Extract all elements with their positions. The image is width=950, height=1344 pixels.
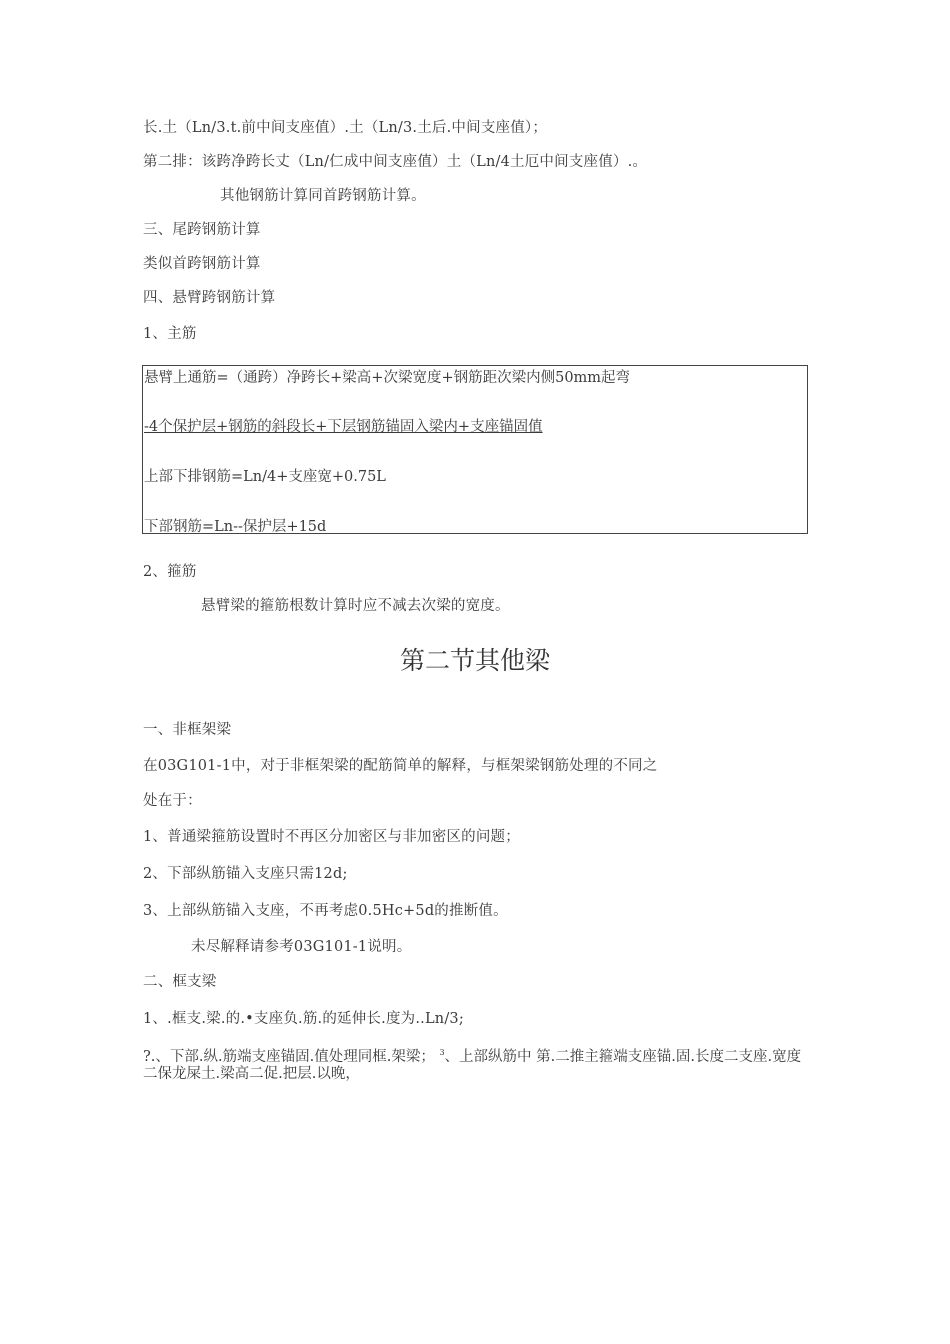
text-line: 类似首跨钢筋计算 [143, 256, 261, 272]
formula-box [142, 365, 808, 534]
text-line: 其他钢筋计算同首跨钢筋计算。 [220, 188, 426, 204]
formula-line: 悬臂上通筋=（通跨）净跨长+梁高+次梁宽度+钢筋距次梁内侧50mm起弯 [144, 370, 631, 386]
subheading-stirrup: 2、箍筋 [143, 564, 197, 580]
section-title: 第二节其他梁 [399, 646, 550, 675]
formula-line: 上部下排钢筋=Ln/4+支座宽+0.75L [144, 469, 386, 485]
list-item-wrapped [143, 1044, 803, 1083]
heading-non-frame-beam: 一、非框架梁 [143, 722, 232, 738]
text-line: 第二排：该跨净跨长丈（Ln/仁成中间支座值）土（Ln/4土厄中间支座值）.。 [143, 154, 648, 170]
heading-transfer-beam: 二、框支梁 [143, 974, 217, 990]
heading-cantilever-span: 四、悬臂跨钢筋计算 [143, 290, 276, 306]
subheading-main-rebar: 1、主筋 [143, 326, 197, 342]
text-line: 在03G101-1中，对于非框架梁的配筋简单的解释，与框架梁钢筋处理的不同之 [143, 758, 658, 774]
text-line: 处在于： [143, 793, 202, 809]
text-line: 长.土（Ln/3.t.前中间支座值）.土（Ln/3.土后.中间支座值）； [143, 120, 548, 136]
text-segment: 、上部纵筋中 第.二推主箍端支座锚.固.长度二支座.宽度二保龙屎土.梁高二促.把层.以晚， [143, 1048, 802, 1082]
formula-line: -4个保护层+钢筋的斜段长+下层钢筋锚固入梁内+支座锚固值 [144, 419, 543, 435]
list-item: 3、上部纵筋锚入支座，不再考虑0.5Hc+5d的推断值。 [143, 903, 508, 919]
text-line: 悬臂梁的箍筋根数计算时应不减去次梁的宽度。 [201, 598, 510, 614]
list-item: 1、.框支.梁.的.•支座负.筋.的延伸长.度为..Ln/3; [143, 1011, 464, 1027]
text-line: 未尽解释请参考03G101-1说明。 [191, 939, 412, 955]
text-segment: ?.、下部.纵.筋端支座锚固.值处理同框.架梁； [143, 1048, 435, 1065]
heading-tail-span: 三、尾跨钢筋计算 [143, 222, 261, 238]
superscript-marker: 3 [439, 1048, 445, 1057]
formula-line: 下部钢筋=Ln--保护层+15d [144, 519, 327, 535]
list-item: 1、普通梁箍筋设置时不再区分加密区与非加密区的问题； [143, 829, 520, 845]
list-item: 2、下部纵筋锚入支座只需12d; [143, 866, 348, 882]
